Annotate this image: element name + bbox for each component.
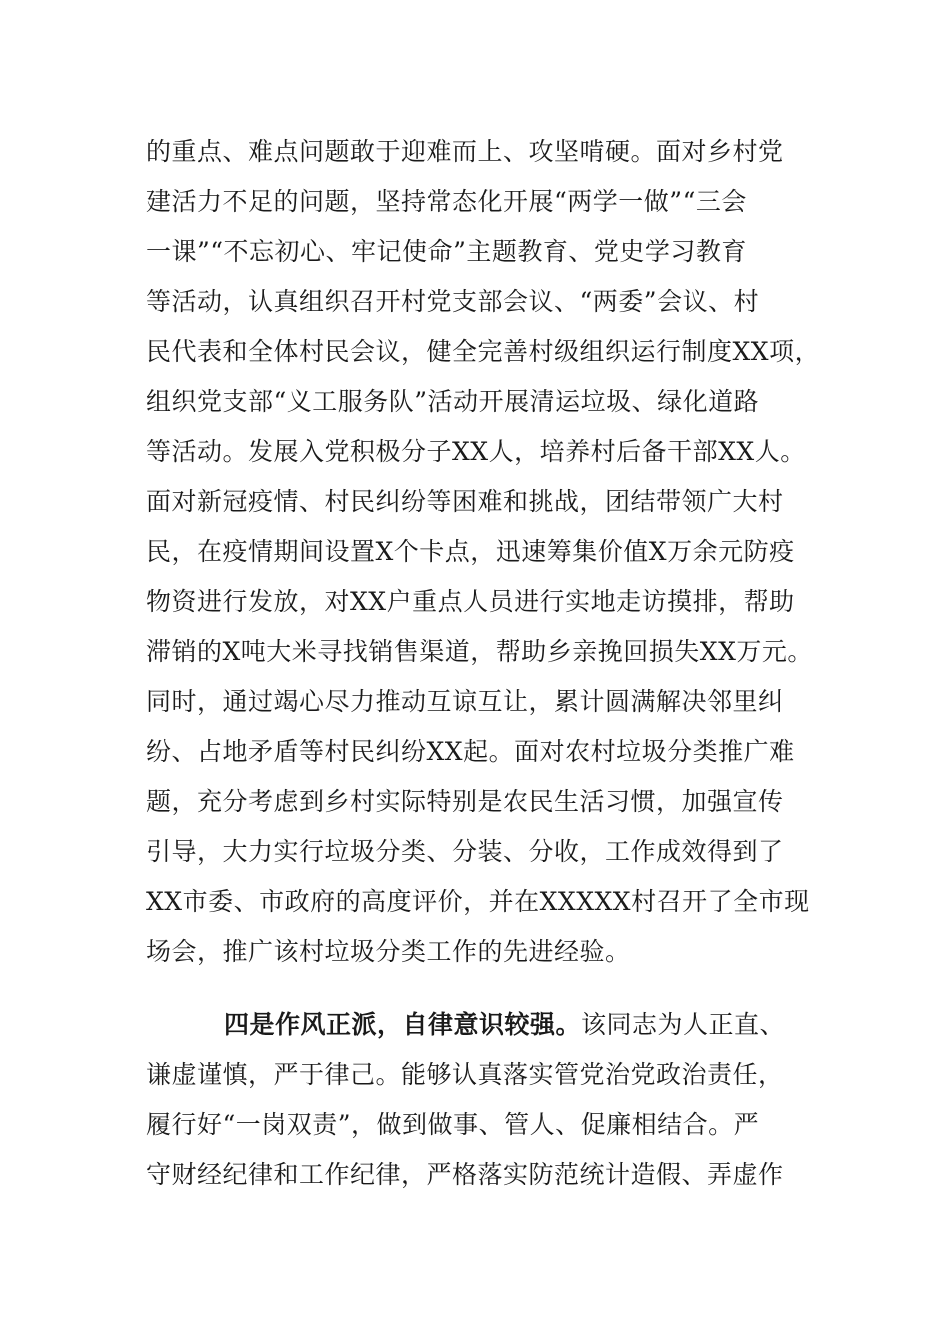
text-line: 等活动。发展入党积极分子XX人，培养村后备干部XX人。 [146, 437, 806, 466]
paragraph-achievements [146, 127, 821, 977]
text-line: 同时，通过竭心尽力推动互谅互让，累计圆满解决邻里纠 [146, 687, 784, 716]
text-line: 的重点、难点问题敢于迎难而上、攻坚啃硬。面对乡村党 [146, 137, 784, 166]
text-line: 滞销的X吨大米寻找销售渠道，帮助乡亲挽回损失XX万元。 [146, 637, 813, 666]
text-line: 履行好“一岗双责”，做到做事、管人、促廉相结合。严 [146, 1110, 760, 1139]
text-line: 题，充分考虑到乡村实际特别是农民生活习惯，加强宣传 [146, 787, 784, 816]
text-line: 等活动，认真组织召开村党支部会议、“两委”会议、村 [146, 287, 760, 316]
text-line: XX市委、市政府的高度评价，并在XXXXX村召开了全市现 [146, 887, 810, 916]
text-line: 物资进行发放，对XX户重点人员进行实地走访摸排，帮助 [146, 587, 795, 616]
text-line-rest: 该同志为人正直、 [581, 1010, 786, 1039]
text-line: 场会，推广该村垃圾分类工作的先进经验。 [146, 937, 631, 966]
text-line: 组织党支部“义工服务队”活动开展清运垃圾、绿化道路 [146, 387, 760, 416]
text-line: 民，在疫情期间设置X个卡点，迅速筹集价值X万余元防疫 [146, 537, 795, 566]
text-line: 引导，大力实行垃圾分类、分装、分收，工作成效得到了 [146, 837, 784, 866]
text-line: 谦虚谨慎，严于律己。能够认真落实管党治党政治责任， [146, 1060, 784, 1089]
text-line: 建活力不足的问题，坚持常态化开展“两学一做”“三会 [146, 187, 747, 216]
paragraph-work-style [146, 1000, 816, 1200]
text-line: 一课”“不忘初心、牢记使命”主题教育、党史学习教育 [146, 237, 747, 266]
section-heading: 四是作风正派，自律意识较强。 [224, 1010, 582, 1039]
text-line: 面对新冠疫情、村民纠纷等困难和挑战，团结带领广大村 [146, 487, 784, 516]
text-line: 民代表和全体村民会议，健全完善村级组织运行制度XX项， [146, 337, 821, 366]
text-line: 纷、占地矛盾等村民纠纷XX起。面对农村垃圾分类推广难 [146, 737, 795, 766]
text-line-first [146, 1000, 816, 1050]
text-line: 守财经纪律和工作纪律，严格落实防范统计造假、弄虚作 [146, 1160, 784, 1189]
